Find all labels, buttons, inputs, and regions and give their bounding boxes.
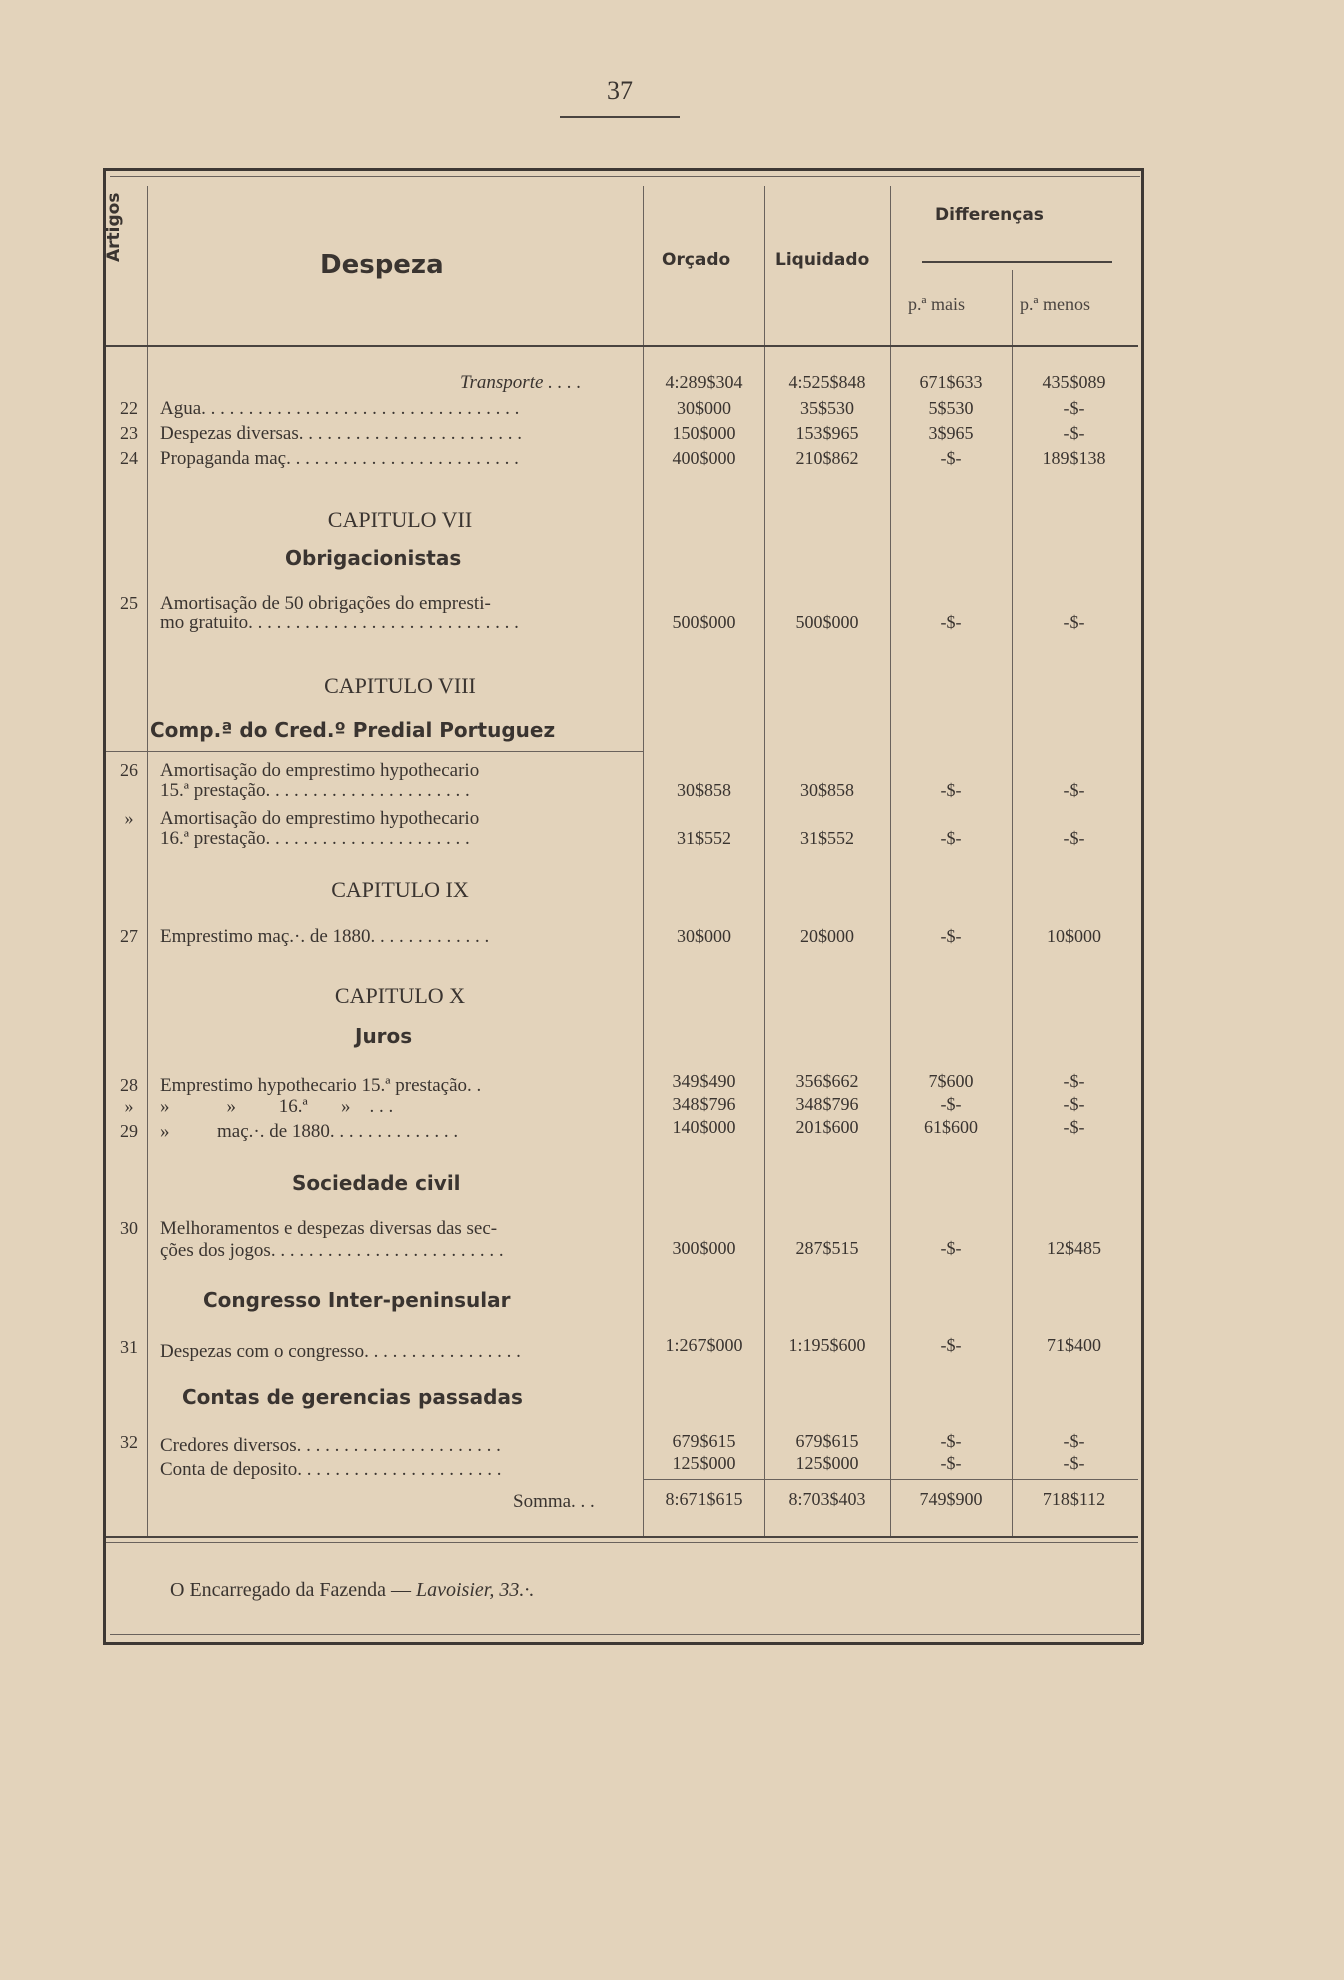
section-separator — [106, 751, 644, 752]
sum-menos: 718$112 — [1042, 1489, 1106, 1509]
column-divider-liquidado — [764, 186, 765, 1536]
row-menos: -$- — [1063, 1453, 1085, 1473]
header-differencas: Differenças — [935, 205, 1044, 225]
row-liquidado: 679$615 — [795, 1431, 859, 1451]
row-mais: -$- — [940, 1335, 962, 1355]
row-menos: -$- — [1063, 423, 1085, 443]
row-art: » — [124, 808, 134, 828]
row-art: 26 — [120, 760, 138, 780]
section-title: Comp.ª do Cred.º Predial Portuguez — [150, 718, 556, 742]
header-brace — [922, 261, 1112, 263]
transporte-label: Transporte . . . . — [460, 372, 582, 393]
row-liquidado: 31$552 — [800, 828, 854, 848]
row-menos: 189$138 — [1042, 448, 1106, 468]
row-art: 25 — [120, 593, 138, 613]
row-mais: -$- — [940, 612, 962, 632]
row-art: 28 — [120, 1075, 138, 1095]
table-top-inner-border — [110, 176, 1140, 177]
header-separator — [106, 345, 1138, 347]
chapter-title: CAPITULO VII — [327, 507, 473, 532]
header-p-menos: p.ª menos — [1020, 294, 1090, 314]
row-desc: » maç.·. de 1880. . . . . . . . . . . . . . — [160, 1121, 459, 1142]
row-liquidado: 348$796 — [795, 1094, 859, 1114]
row-art: 29 — [120, 1121, 138, 1141]
row-liquidado: 500$000 — [795, 612, 859, 632]
row-orcado: 349$490 — [672, 1071, 736, 1091]
row-desc: Despezas diversas. . . . . . . . . . . . . . . . . . . . . . . . — [160, 423, 523, 444]
row-art: » — [124, 1096, 134, 1116]
row-desc-line2: 16.ª prestação. . . . . . . . . . . . . . . . . . . . . . — [160, 828, 470, 849]
row-orcado: 679$615 — [672, 1431, 736, 1451]
row-mais: 61$600 — [924, 1117, 978, 1137]
row-menos: 71$400 — [1047, 1335, 1101, 1355]
transporte-mais: 671$633 — [919, 372, 983, 392]
row-menos: -$- — [1063, 1071, 1085, 1091]
table-bottom-border — [103, 1642, 1143, 1645]
row-desc: Conta de deposito. . . . . . . . . . . . . . . . . . . . . . — [160, 1459, 502, 1480]
table-top-border — [103, 168, 1143, 171]
transporte-menos: 435$089 — [1042, 372, 1106, 392]
row-art: 24 — [120, 448, 138, 468]
header-p-mais: p.ª mais — [908, 294, 965, 314]
row-liquidado: 153$965 — [795, 423, 859, 443]
table-end-rule-thin — [106, 1542, 1138, 1543]
section-title: Congresso Inter-peninsular — [203, 1288, 511, 1312]
chapter-title: CAPITULO X — [334, 983, 466, 1008]
row-art: 31 — [120, 1337, 138, 1357]
sum-mais: 749$900 — [919, 1489, 983, 1509]
header-orcado: Orçado — [662, 250, 731, 270]
row-art: 27 — [120, 926, 138, 946]
sum-orcado: 8:671$615 — [665, 1489, 743, 1509]
table-bottom-inner-border — [110, 1634, 1140, 1635]
section-title: Obrigacionistas — [285, 546, 462, 570]
row-liquidado: 125$000 — [795, 1453, 859, 1473]
row-orcado: 30$000 — [677, 398, 731, 418]
row-orcado: 300$000 — [672, 1238, 736, 1258]
section-title: Juros — [355, 1024, 413, 1048]
sum-label: Somma. . . — [513, 1491, 595, 1512]
row-desc-line2: mo gratuito. . . . . . . . . . . . . . . . . . . . . . . . . . . . . — [160, 612, 519, 633]
row-orcado: 1:267$000 — [665, 1335, 743, 1355]
row-desc-line2: 15.ª prestação. . . . . . . . . . . . . . . . . . . . . . — [160, 780, 470, 801]
row-menos: -$- — [1063, 780, 1085, 800]
signature-line — [170, 1579, 534, 1602]
row-desc: Emprestimo hypothecario 15.ª prestação. . — [160, 1075, 482, 1096]
chapter-title: CAPITULO IX — [331, 877, 469, 902]
section-title: Sociedade civil — [292, 1171, 461, 1195]
row-liquidado: 20$000 — [800, 926, 854, 946]
row-desc: Agua. . . . . . . . . . . . . . . . . . . . . . . . . . . . . . . . . . — [160, 398, 520, 419]
row-art: 23 — [120, 423, 138, 443]
row-art: 32 — [120, 1432, 138, 1452]
row-mais: -$- — [940, 448, 962, 468]
row-desc-line1: Melhoramentos e despezas diversas das sec- — [160, 1218, 498, 1239]
row-orcado: 500$000 — [672, 612, 736, 632]
row-desc: Credores diversos. . . . . . . . . . . . . . . . . . . . . . — [160, 1435, 501, 1456]
row-mais: -$- — [940, 780, 962, 800]
row-desc-line1: Amortisação de 50 obrigações do empresti- — [160, 593, 491, 614]
sum-separator — [643, 1479, 1138, 1480]
row-menos: 12$485 — [1047, 1238, 1101, 1258]
row-desc: Propaganda maç. . . . . . . . . . . . . . . . . . . . . . . . . — [160, 448, 519, 469]
row-mais: -$- — [940, 828, 962, 848]
page-number: 37 — [607, 76, 633, 105]
row-desc-line1: Amortisação do emprestimo hypothecario — [160, 760, 480, 781]
row-mais: -$- — [940, 1453, 962, 1473]
sum-liquidado: 8:703$403 — [788, 1489, 866, 1509]
chapter-title: CAPITULO VIII — [324, 673, 476, 698]
row-liquidado: 287$515 — [795, 1238, 859, 1258]
header-liquidado: Liquidado — [775, 250, 870, 270]
column-divider-artigos — [147, 186, 148, 1536]
row-menos: -$- — [1063, 828, 1085, 848]
row-desc: Despezas com o congresso. . . . . . . . . . . . . . . . . — [160, 1341, 521, 1362]
row-orcado: 140$000 — [672, 1117, 736, 1137]
header-artigos: Artigos — [104, 192, 124, 262]
row-mais: -$- — [940, 1431, 962, 1451]
row-mais: 5$530 — [928, 398, 974, 418]
row-liquidado: 35$530 — [800, 398, 854, 418]
column-divider-menos — [1012, 270, 1013, 1536]
row-art: 30 — [120, 1218, 138, 1238]
row-orcado: 400$000 — [672, 448, 736, 468]
header-despeza: Despeza — [320, 250, 444, 280]
row-desc: Emprestimo maç.·. de 1880. . . . . . . . . . . . . — [160, 926, 490, 947]
signature-name: Lavoisier, 33.·. — [416, 1579, 535, 1601]
row-orcado: 348$796 — [672, 1094, 736, 1114]
page-number-rule — [560, 116, 680, 118]
transporte-orcado: 4:289$304 — [665, 372, 743, 392]
row-mais: 3$965 — [928, 423, 974, 443]
row-mais: -$- — [940, 1238, 962, 1258]
row-mais: 7$600 — [928, 1071, 974, 1091]
row-orcado: 30$858 — [677, 780, 731, 800]
row-desc-line2: ções dos jogos. . . . . . . . . . . . . . . . . . . . . . . . . — [160, 1240, 504, 1261]
column-divider-mais — [890, 186, 891, 1536]
table-end-rule — [106, 1536, 1138, 1538]
row-liquidado: 1:195$600 — [788, 1335, 866, 1355]
row-menos: -$- — [1063, 1117, 1085, 1137]
section-title: Contas de gerencias passadas — [182, 1385, 523, 1409]
row-menos: -$- — [1063, 612, 1085, 632]
row-menos: 10$000 — [1047, 926, 1101, 946]
row-orcado: 30$000 — [677, 926, 731, 946]
row-liquidado: 30$858 — [800, 780, 854, 800]
signature-text: O Encarregado da Fazenda — — [170, 1579, 411, 1601]
column-divider-orcado — [643, 186, 644, 1536]
row-menos: -$- — [1063, 398, 1085, 418]
transporte-liquidado: 4:525$848 — [788, 372, 866, 392]
row-orcado: 150$000 — [672, 423, 736, 443]
row-liquidado: 210$862 — [795, 448, 859, 468]
row-mais: -$- — [940, 926, 962, 946]
row-art: 22 — [120, 398, 138, 418]
row-orcado: 125$000 — [672, 1453, 736, 1473]
row-menos: -$- — [1063, 1094, 1085, 1114]
row-liquidado: 356$662 — [795, 1071, 859, 1091]
row-orcado: 31$552 — [677, 828, 731, 848]
row-liquidado: 201$600 — [795, 1117, 859, 1137]
row-menos: -$- — [1063, 1431, 1085, 1451]
row-desc-line1: Amortisação do emprestimo hypothecario — [160, 808, 480, 829]
row-mais: -$- — [940, 1094, 962, 1114]
row-desc: » » 16.ª » . . . — [160, 1096, 394, 1117]
